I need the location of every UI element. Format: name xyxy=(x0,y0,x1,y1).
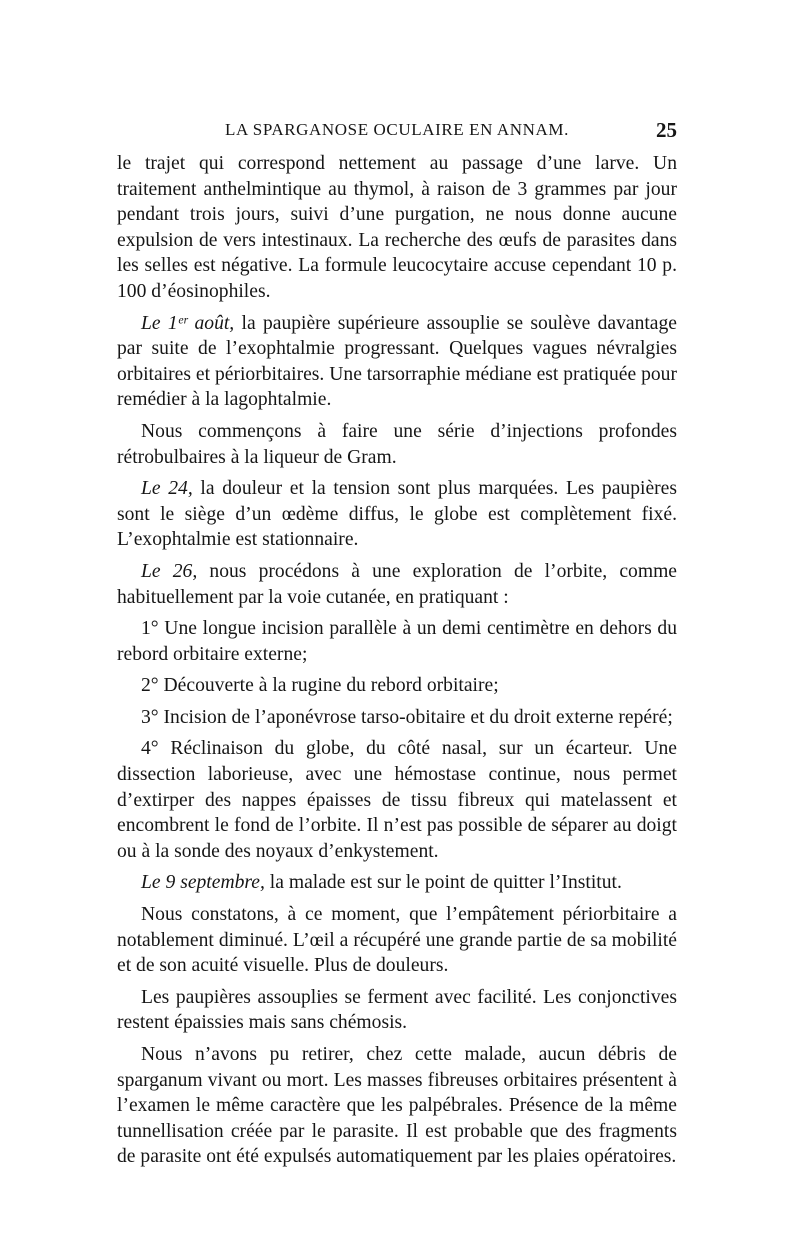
date-lead: Le 26, xyxy=(141,560,198,582)
date-lead: Le 24, xyxy=(141,478,193,500)
list-item-text: 3° Incision de l’aponévrose tarso-obitaire et du droit externe repéré; xyxy=(141,706,673,728)
paragraph-text: la malade est sur le point de quitter l’Institut. xyxy=(264,872,622,894)
paragraph xyxy=(117,870,677,896)
body-text xyxy=(117,151,677,1176)
paragraph xyxy=(117,902,677,979)
list-item xyxy=(117,736,677,864)
paragraph-text: Nous constatons, à ce moment, que l’empâtement périorbitaire a notablement diminué. L’œil a récupéré une grande partie de sa mobilité et de son acuité visuelle. Plus de douleurs. xyxy=(117,904,677,977)
paragraph-text: Les paupières assouplies se ferment avec facilité. Les conjonctives restent épaissies mais sans chémosis. xyxy=(117,986,677,1034)
paragraph xyxy=(117,1042,677,1170)
running-title: LA SPARGANOSE OCULAIRE EN ANNAM. xyxy=(225,120,569,139)
paragraph-text: la douleur et la tension sont plus marquées. Les paupières sont le siège d’un œdème diffus, le globe est complètement fixé. L’exophtalmie est stationnaire. xyxy=(117,478,677,551)
paragraph xyxy=(117,151,677,305)
paragraph-text: Nous commençons à faire une série d’injections profondes rétrobulbaires à la liqueur de Gram. xyxy=(117,420,677,468)
date-lead: Le 1ᵉʳ août, xyxy=(141,312,235,334)
paragraph-text: nous procédons à une exploration de l’orbite, comme habituellement par la voie cutanée, en pratiquant : xyxy=(117,560,678,608)
paragraph-text: le trajet qui correspond nettement au passage d’une larve. Un traitement anthelmintique au thymol, à raison de 3 grammes par jour pendant trois jours, suivi d’une purgation, ne nous donne aucune expulsion de vers intestinaux. La recherche des œufs de parasites dans les selles est négative. La formule leucocytaire accuse cependant 10 p. 100 d’éosinophiles. xyxy=(117,153,677,302)
page-number: 25 xyxy=(656,118,677,142)
paragraph xyxy=(117,559,677,610)
paragraph xyxy=(117,311,677,413)
running-head xyxy=(117,120,677,148)
list-item-text: 4° Réclinaison du globe, du côté nasal, sur un écarteur. Une dissection laborieuse, avec une hémostase continue, nous permet d’extirper des nappes épaisses de tissu fibreux qui matelassent et encombrent le fond de l’orbite. Il n’est pas possible de séparer au doigt ou à la sonde des noyaux d’enkystement. xyxy=(117,738,677,862)
list-item xyxy=(117,705,677,731)
list-item-text: 1° Une longue incision parallèle à un demi centimètre en dehors du rebord orbitaire externe; xyxy=(117,618,677,665)
paragraph-text: Nous n’avons pu retirer, chez cette malade, aucun débris de sparganum vivant ou mort. Les masses fibreuses orbitaires présentent à l’examen le même caractère que les palpébrales. Présence de la même tunnellisation créée par le parasite. Il est probable que des fragments de parasite ont été expulsés automatiquement par les plaies opératoires. xyxy=(117,1044,677,1168)
date-lead: Le 9 septembre, xyxy=(141,872,265,894)
paragraph-text: la paupière supérieure assouplie se soulève davantage par suite de l’exophtalmie progressant. Quelques vagues névralgies orbitaires et périorbitaires. Une tarsorraphie médiane est pratiquée pour remédier à la lagophtalmie. xyxy=(117,312,677,411)
list-item-text: 2° Découverte à la rugine du rebord orbitaire; xyxy=(141,675,499,697)
paragraph xyxy=(117,985,677,1036)
list-item xyxy=(117,673,677,699)
paragraph xyxy=(117,476,677,553)
list-item xyxy=(117,616,677,667)
paragraph xyxy=(117,419,677,470)
